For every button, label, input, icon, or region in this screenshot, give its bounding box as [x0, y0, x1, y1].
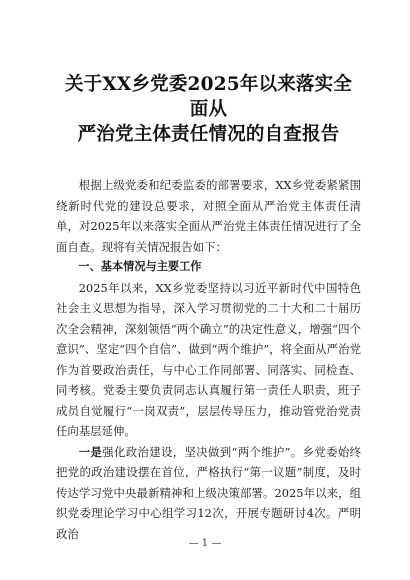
paragraph-overview: 2025年以来，XX乡党委坚持以习近平新时代中国特色社会主义思想为指导，深入学习贯彻党的二十大和二十届历次全会精神，深刻领悟“两个确立”的决定性意义，增强“四个意识”、坚定“四个自信”、做到“两个维护”，将全面从严治党作为首要政治责任，与中心工作同部署、同落实、同检查、同考核。党委主要负责同志认真履行第一责任人职责，班子成员自觉履行“一岗双责”，层层传导压力，推动管党治党责任向基层延伸。 [56, 280, 361, 438]
paragraph-lead-marker: 一是 [78, 444, 103, 459]
intro-paragraph: 根据上级党委和纪委监委的部署要求，XX乡党委紧紧围绕新时代党的建设总要求，对照全面从严治党主体责任清单，对2025年以来落实全面从严治党主体责任情况进行了全面自查。现将有关情况报告如下： [56, 178, 361, 254]
paragraph-political-building-text: 强化政治建设，坚决做到“两个维护”。乡党委始终把党的政治建设摆在首位，严格执行“第一议题”制度，及时传达学习党中央最新精神和上级决策部署。2025年以来，组织党委理论学习中心组学习12次，开展专题研讨4次。严明政治 [56, 444, 361, 541]
page-number: — 1 — [188, 538, 222, 549]
section-heading-basic-situation: 一、基本情况与主要工作 [78, 260, 202, 273]
document-body [56, 175, 361, 544]
paragraph-political-building [56, 442, 361, 545]
title-line-1: 关于XX乡党委2025年以来落实全面从 [64, 74, 353, 120]
document-title [56, 72, 361, 147]
title-line-2: 严治党主体责任情况的自查报告 [77, 124, 340, 145]
